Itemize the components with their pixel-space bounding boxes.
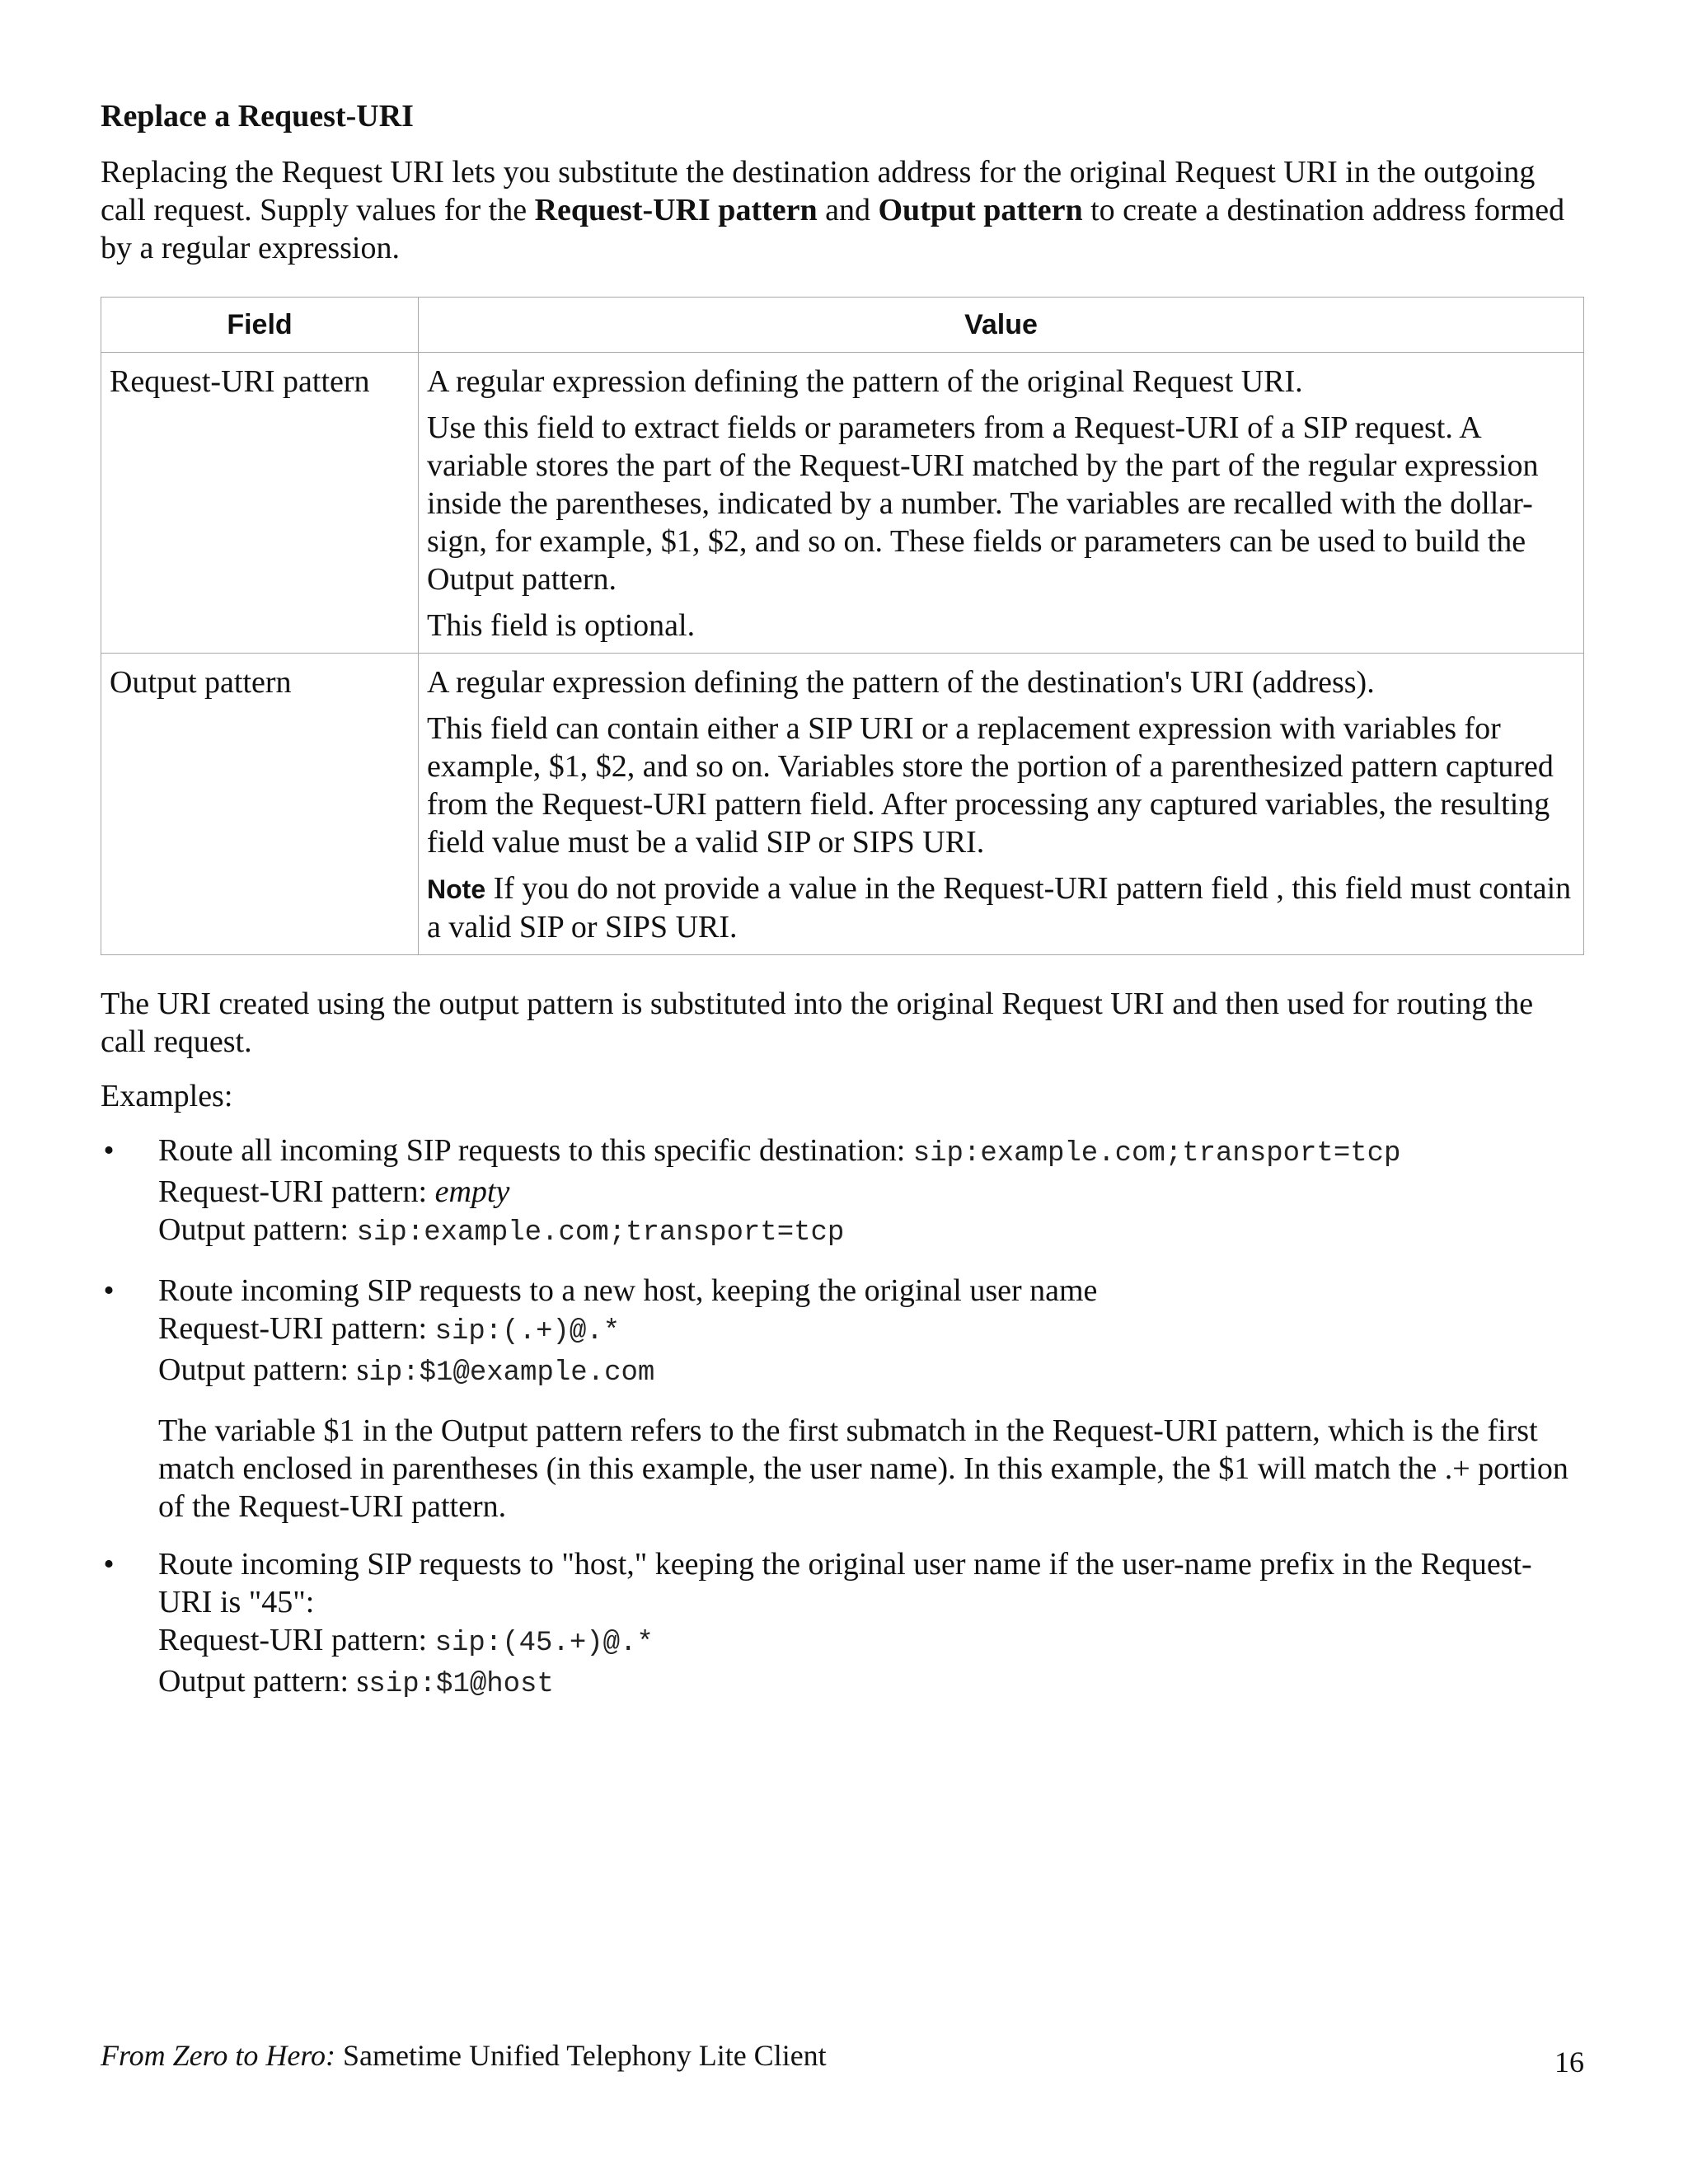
- document-page: [101, 97, 1584, 1723]
- output-prefix: s: [356, 1664, 369, 1699]
- value-paragraph: This field can contain either a SIP URI or a replacement expression with variables for example, $1, $2, and so on. Variables store the portion of a parenthesized pattern captured from the Request-URI pattern field. After processing any captured variables, the resulting field value must be a valid SIP or SIPS URI.: [427, 711, 1554, 860]
- after-table-paragraph: The URI created using the output pattern is substituted into the original Request URI and then used for routing the call request.: [101, 987, 1534, 1059]
- footer-title: [101, 2039, 827, 2072]
- intro-text-2: and: [817, 193, 879, 227]
- value-paragraph: Use this field to extract fields or parameters from a Request-URI of a SIP request. A variable stores the part of the Request-URI matched by the part of the regular expression inside the parentheses, indicated by a number. The variables are recalled with the dollar-sign, for example, $1, $2, and so on. These fields or parameters can be used to build the Output pattern.: [427, 410, 1539, 597]
- note-paragraph: [427, 869, 1575, 946]
- field-cell: Output pattern: [101, 654, 419, 955]
- example-request-uri-line: [158, 1173, 1584, 1211]
- example-line: Route incoming SIP requests to "host," keeping the original user name if the user-name prefix in the Request-URI is "45":: [158, 1547, 1532, 1619]
- example-output-line: [158, 1211, 1584, 1252]
- request-uri-code: sip:(45.+)@.*: [434, 1628, 654, 1659]
- example-destination-code: sip:example.com;transport=tcp: [912, 1138, 1401, 1169]
- note-text: If you do not provide a value in the Request-URI pattern field , this field must contain a valid SIP or SIPS URI.: [427, 871, 1572, 944]
- intro-bold-request-uri-pattern: Request-URI pattern: [534, 193, 818, 227]
- example-explanation: The variable $1 in the Output pattern refers to the first submatch in the Request-URI pattern, which is the first match enclosed in parentheses (in this example, the user name). In this example, the $1 will match the .+ portion of the Request-URI pattern.: [158, 1413, 1568, 1524]
- intro-bold-output-pattern: Output pattern: [878, 193, 1083, 227]
- page-number: 16: [1554, 2046, 1584, 2079]
- note-label: Note: [427, 874, 486, 904]
- example-line: Route incoming SIP requests to a new host, keeping the original user name: [158, 1273, 1098, 1308]
- request-uri-label: Request-URI pattern:: [158, 1623, 435, 1657]
- header-value: Value: [419, 298, 1584, 353]
- intro-text-3: to create a destination address formed by a regular expression.: [101, 193, 1565, 265]
- output-code: sip:$1@host: [368, 1669, 554, 1700]
- section-heading: Replace a Request-URI: [101, 99, 414, 134]
- list-item: [101, 1272, 1584, 1526]
- intro-paragraph: [101, 153, 1584, 267]
- output-prefix: s: [356, 1352, 369, 1387]
- intro-text-1: Replacing the Request URI lets you substitute the destination address for the original Request URI in the outgoing call request. Supply values for the: [101, 155, 1536, 227]
- example-output-line: [158, 1662, 1584, 1704]
- table-header-row: [101, 298, 1584, 353]
- table-row: [101, 654, 1584, 955]
- list-item: [101, 1545, 1584, 1704]
- header-field: Field: [101, 298, 419, 353]
- value-paragraph: A regular expression defining the pattern of the destination's URI (address).: [427, 665, 1375, 700]
- page-footer: [101, 2037, 1584, 2079]
- request-uri-label: Request-URI pattern:: [158, 1311, 435, 1346]
- examples-list: [101, 1132, 1584, 1704]
- bullet-icon: •: [103, 1547, 115, 1582]
- example-line: [158, 1132, 1584, 1173]
- examples-label: Examples:: [101, 1079, 233, 1113]
- value-paragraph: This field is optional.: [427, 608, 696, 643]
- field-cell: Request-URI pattern: [101, 353, 419, 654]
- output-label: Output pattern:: [158, 1352, 357, 1387]
- list-item: [101, 1132, 1584, 1252]
- example-description: Route all incoming SIP requests to this specific destination:: [158, 1133, 913, 1168]
- output-label: Output pattern:: [158, 1212, 357, 1247]
- value-cell: [419, 654, 1584, 955]
- example-output-line: [158, 1351, 1584, 1392]
- example-request-uri-line: [158, 1621, 1584, 1662]
- value-cell: [419, 353, 1584, 654]
- request-uri-code: sip:(.+)@.*: [434, 1316, 621, 1347]
- request-uri-value: empty: [434, 1174, 510, 1209]
- example-request-uri-line: [158, 1310, 1584, 1351]
- footer-title-italic: From Zero to Hero:: [101, 2039, 335, 2072]
- output-code: sip:example.com;transport=tcp: [356, 1217, 845, 1249]
- footer-title-rest: Sametime Unified Telephony Lite Client: [335, 2039, 827, 2072]
- output-label: Output pattern:: [158, 1664, 357, 1699]
- value-paragraph: A regular expression defining the pattern of the original Request URI.: [427, 364, 1303, 399]
- bullet-icon: •: [103, 1273, 115, 1308]
- field-value-table: [101, 297, 1584, 955]
- output-code: ip:$1@example.com: [368, 1357, 655, 1389]
- table-row: [101, 353, 1584, 654]
- request-uri-label: Request-URI pattern:: [158, 1174, 435, 1209]
- bullet-icon: •: [103, 1133, 115, 1168]
